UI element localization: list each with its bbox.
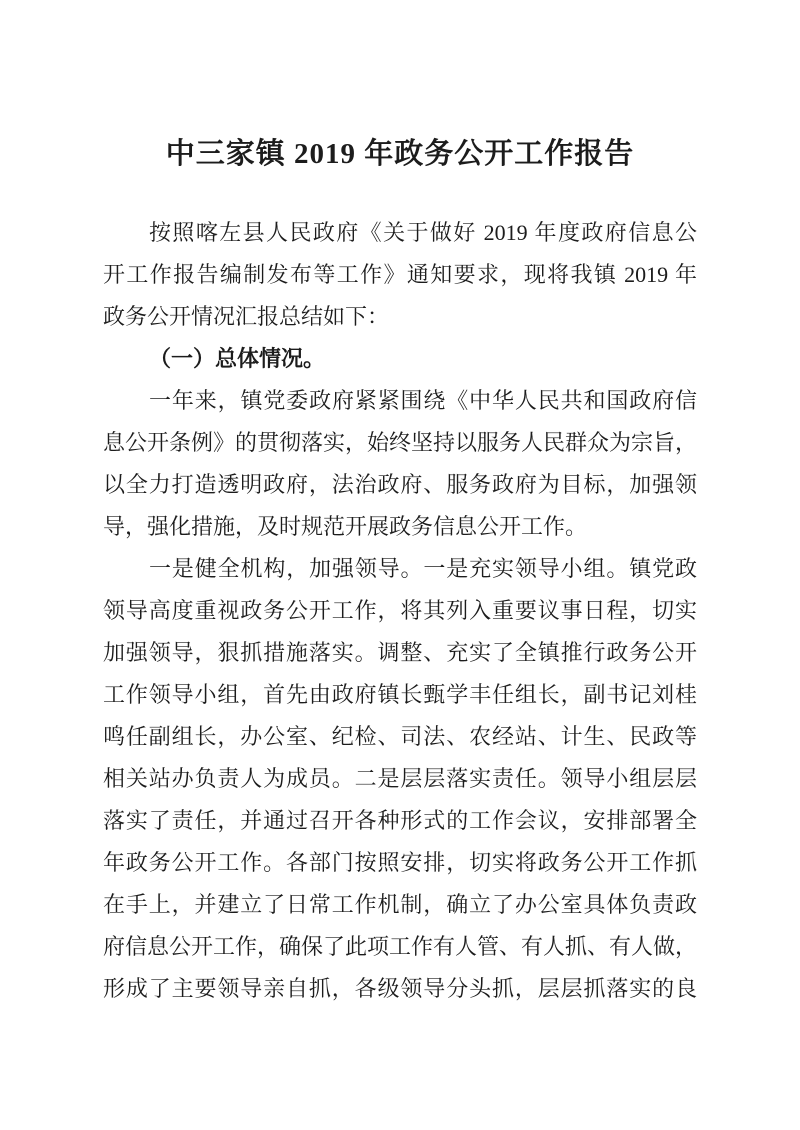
text-line: 在手上，并建立了日常工作机制，确立了办公室具体负责政 [103,892,697,917]
text-line: 相关站办负责人为成员。二是层层落实责任。领导小组层层 [103,766,697,791]
text-line: 鸣任副组长，办公室、纪检、司法、农经站、计生、民政等 [103,724,697,749]
text-line: 落实了责任，并通过召开各种形式的工作会议，安排部署全 [103,808,697,833]
document-body [103,212,697,1010]
text-line: 开工作报告编制发布等工作》通知要求，现将我镇 2019 年 [103,262,697,287]
text-line: 息公开条例》的贯彻落实，始终坚持以服务人民群众为宗旨， [103,430,697,455]
text-line: 导，强化措施，及时规范开展政务信息公开工作。 [103,514,588,539]
paragraph [103,212,697,338]
text-line: 工作领导小组，首先由政府镇长甄学丰任组长，副书记刘桂 [103,682,697,707]
paragraph [103,380,697,548]
text-line: 一是健全机构，加强领导。一是充实领导小组。镇党政 [149,556,697,581]
paragraph [103,548,697,1010]
text-line: 年政务公开工作。各部门按照安排，切实将政务公开工作抓 [103,850,697,875]
section [103,338,697,380]
text-line: 加强领导，狠抓措施落实。调整、充实了全镇推行政务公开 [103,640,697,665]
text-line: 领导高度重视政务公开工作，将其列入重要议事日程，切实 [103,598,697,623]
text-line: 按照喀左县人民政府《关于做好 2019 年度政府信息公 [149,220,697,245]
section-heading: （一）总体情况。 [149,346,326,371]
text-line: 政务公开情况汇报总结如下： [103,304,390,329]
text-line: 以全力打造透明政府，法治政府、服务政府为目标，加强领 [103,472,697,497]
document-title: 中三家镇 2019 年政务公开工作报告 [165,138,635,170]
text-line: 形成了主要领导亲自抓，各级领导分头抓，层层抓落实的良 [103,976,697,1001]
text-line: 府信息公开工作，确保了此项工作有人管、有人抓、有人做， [103,934,697,959]
text-line: 一年来，镇党委政府紧紧围绕《中华人民共和国政府信 [149,388,697,413]
